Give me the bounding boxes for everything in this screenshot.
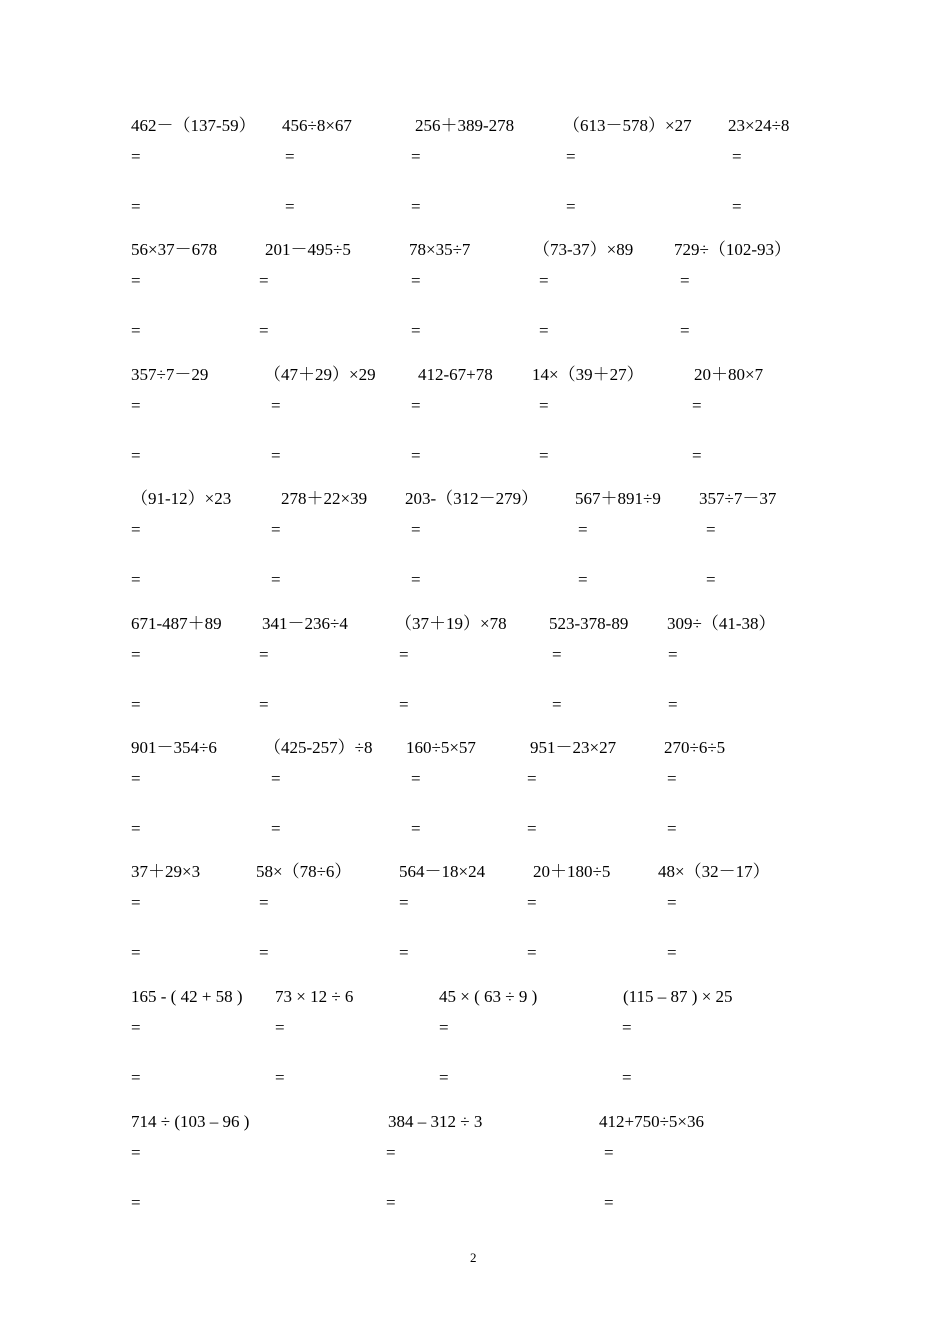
problem-expression: 456÷8×67 — [282, 116, 352, 135]
answer-line-2: = — [259, 695, 269, 714]
problem-expression: 714 ÷ (103 – 96 ) — [131, 1112, 250, 1131]
answer-line-2: = — [439, 1068, 449, 1087]
answer-line-2: = — [271, 570, 281, 589]
answer-line-1: = — [399, 645, 409, 664]
answer-line-1: = — [692, 396, 702, 415]
answer-line-1: = — [131, 396, 141, 415]
answer-line-1: = — [552, 645, 562, 664]
problem-expression: 48×（32－17） — [658, 862, 770, 881]
answer-line-2: = — [131, 570, 141, 589]
answer-line-1: = — [539, 396, 549, 415]
problem-expression: 45 × ( 63 ÷ 9 ) — [439, 987, 538, 1006]
answer-line-1: = — [131, 769, 141, 788]
problem-expression: 278＋22×39 — [281, 489, 368, 508]
problem-expression: （73-37）×89 — [533, 240, 634, 259]
answer-line-1: = — [439, 1018, 449, 1037]
problem-expression: 160÷5×57 — [406, 738, 476, 757]
answer-line-1: = — [411, 147, 421, 166]
problem-expression: 729÷（102-93） — [674, 240, 791, 259]
answer-line-2: = — [668, 695, 678, 714]
answer-line-2: = — [131, 1193, 141, 1212]
answer-line-2: = — [539, 321, 549, 340]
problem-expression: 14×（39＋27） — [532, 365, 644, 384]
answer-line-1: = — [131, 520, 141, 539]
problem-expression: 341－236÷4 — [262, 614, 348, 633]
problem-expression: 901－354÷6 — [131, 738, 217, 757]
problem-expression: 37＋29×3 — [131, 862, 201, 881]
problem-expression: 357÷7－29 — [131, 365, 209, 384]
answer-line-1: = — [667, 769, 677, 788]
problem-expression: （91-12）×23 — [131, 489, 232, 508]
answer-line-1: = — [275, 1018, 285, 1037]
answer-line-2: = — [732, 197, 742, 216]
problem-expression: 270÷6÷5 — [664, 738, 726, 757]
answer-line-2: = — [131, 197, 141, 216]
problem-expression: （47＋29）×29 — [264, 365, 376, 384]
answer-line-2: = — [667, 943, 677, 962]
answer-line-1: = — [131, 147, 141, 166]
answer-line-1: = — [527, 769, 537, 788]
problem-expression: 23×24÷8 — [728, 116, 790, 135]
answer-line-1: = — [706, 520, 716, 539]
answer-line-2: = — [271, 819, 281, 838]
problem-expression: 412-67+78 — [418, 365, 493, 384]
answer-line-2: = — [527, 943, 537, 962]
answer-line-1: = — [667, 893, 677, 912]
answer-line-2: = — [604, 1193, 614, 1212]
answer-line-2: = — [131, 1068, 141, 1087]
answer-line-2: = — [131, 446, 141, 465]
answer-line-2: = — [271, 446, 281, 465]
problem-expression: （37＋19）×78 — [395, 614, 507, 633]
answer-line-1: = — [259, 893, 269, 912]
answer-line-1: = — [539, 271, 549, 290]
answer-line-1: = — [680, 271, 690, 290]
problem-expression: 309÷（41-38） — [667, 614, 776, 633]
answer-line-2: = — [411, 570, 421, 589]
problem-expression: 56×37－678 — [131, 240, 218, 259]
problem-expression: 567＋891÷9 — [575, 489, 661, 508]
answer-line-1: = — [399, 893, 409, 912]
problem-expression: 78×35÷7 — [409, 240, 471, 259]
answer-line-1: = — [131, 271, 141, 290]
answer-line-1: = — [285, 147, 295, 166]
problem-expression: 523-378-89 — [549, 614, 629, 633]
answer-line-1: = — [604, 1143, 614, 1162]
answer-line-2: = — [578, 570, 588, 589]
answer-line-2: = — [399, 943, 409, 962]
problem-expression: (115 – 87 ) × 25 — [623, 987, 733, 1006]
answer-line-1: = — [271, 769, 281, 788]
answer-line-1: = — [411, 520, 421, 539]
answer-line-2: = — [411, 197, 421, 216]
problem-expression: 201－495÷5 — [265, 240, 351, 259]
answer-line-2: = — [131, 819, 141, 838]
answer-line-2: = — [386, 1193, 396, 1212]
answer-line-2: = — [131, 943, 141, 962]
answer-line-1: = — [411, 396, 421, 415]
answer-line-1: = — [131, 1143, 141, 1162]
problem-expression: 462－（137-59） — [131, 116, 256, 135]
answer-line-2: = — [680, 321, 690, 340]
answer-line-2: = — [131, 695, 141, 714]
answer-line-1: = — [131, 893, 141, 912]
answer-line-1: = — [271, 396, 281, 415]
problem-expression: 203-（312－279） — [405, 489, 539, 508]
problem-expression: 73 × 12 ÷ 6 — [275, 987, 354, 1006]
answer-line-1: = — [732, 147, 742, 166]
problem-expression: 256＋389-278 — [415, 116, 515, 135]
answer-line-1: = — [527, 893, 537, 912]
answer-line-1: = — [411, 769, 421, 788]
page-number: 2 — [470, 1250, 477, 1265]
answer-line-1: = — [566, 147, 576, 166]
answer-line-1: = — [411, 271, 421, 290]
answer-line-2: = — [566, 197, 576, 216]
answer-line-2: = — [539, 446, 549, 465]
answer-line-2: = — [706, 570, 716, 589]
answer-line-1: = — [271, 520, 281, 539]
answer-line-2: = — [527, 819, 537, 838]
answer-line-1: = — [622, 1018, 632, 1037]
answer-line-2: = — [622, 1068, 632, 1087]
answer-line-1: = — [259, 645, 269, 664]
problem-expression: 384 – 312 ÷ 3 — [388, 1112, 483, 1131]
answer-line-2: = — [692, 446, 702, 465]
answer-line-2: = — [131, 321, 141, 340]
answer-line-2: = — [259, 943, 269, 962]
answer-line-2: = — [552, 695, 562, 714]
problem-expression: 20＋80×7 — [694, 365, 764, 384]
problem-expression: （425-257）÷8 — [264, 738, 373, 757]
answer-line-2: = — [275, 1068, 285, 1087]
answer-line-2: = — [411, 446, 421, 465]
answer-line-2: = — [259, 321, 269, 340]
answer-line-2: = — [399, 695, 409, 714]
problem-expression: 564－18×24 — [399, 862, 486, 881]
answer-line-1: = — [386, 1143, 396, 1162]
problem-expression: 412+750÷5×36 — [599, 1112, 705, 1131]
answer-line-1: = — [131, 645, 141, 664]
answer-line-2: = — [411, 819, 421, 838]
answer-line-2: = — [285, 197, 295, 216]
answer-line-2: = — [411, 321, 421, 340]
problem-expression: 20＋180÷5 — [533, 862, 611, 881]
problem-expression: 951－23×27 — [530, 738, 617, 757]
problem-expression: （613－578）×27 — [563, 116, 692, 135]
problem-expression: 671-487＋89 — [131, 614, 222, 633]
answer-line-1: = — [131, 1018, 141, 1037]
problem-expression: 357÷7－37 — [699, 489, 777, 508]
answer-line-1: = — [259, 271, 269, 290]
answer-line-1: = — [578, 520, 588, 539]
problem-expression: 165 - ( 42 + 58 ) — [131, 987, 243, 1006]
answer-line-1: = — [668, 645, 678, 664]
problem-expression: 58×（78÷6） — [256, 862, 352, 881]
answer-line-2: = — [667, 819, 677, 838]
